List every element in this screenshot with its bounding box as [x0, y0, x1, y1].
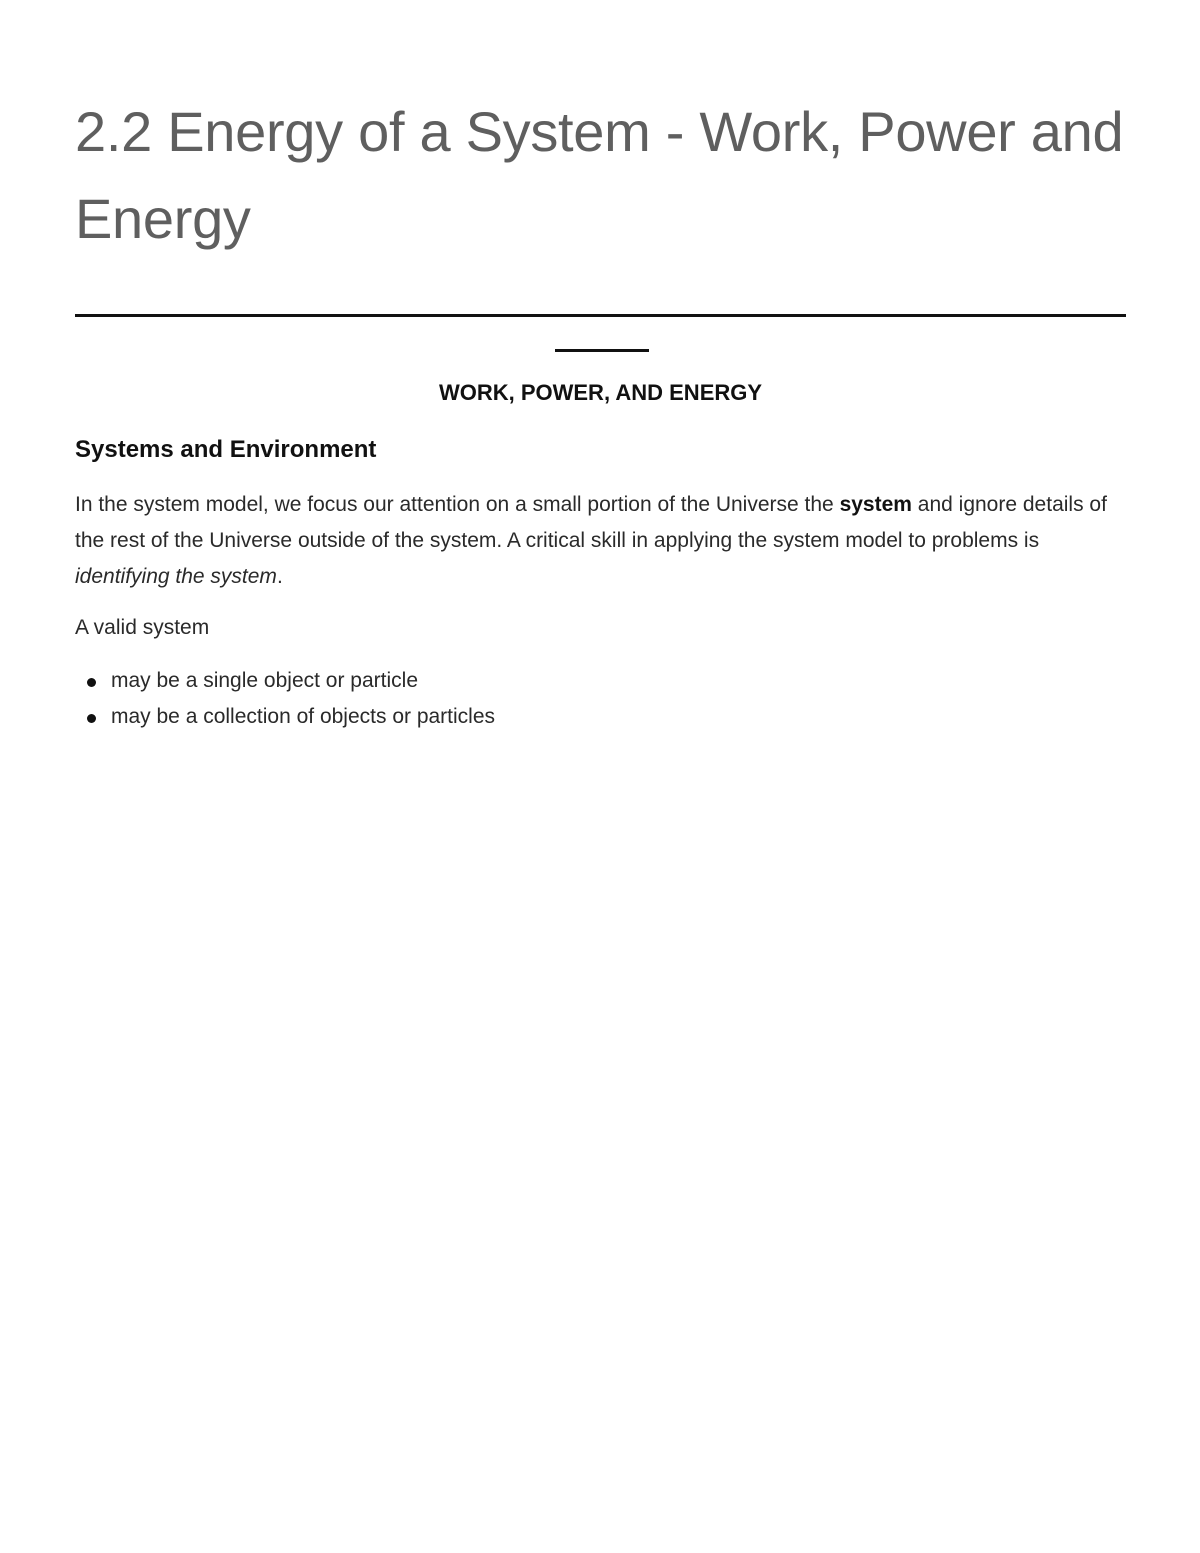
list-item: [75, 699, 495, 735]
intro-italic-term: identifying the system: [75, 565, 277, 588]
horizontal-divider: [75, 314, 1126, 317]
list-item-text: may be a collection of objects or particles: [111, 705, 496, 728]
intro-bold-term: system: [839, 493, 912, 516]
list-item-text: may be a single object or particle: [111, 669, 418, 692]
intro-paragraph: [75, 487, 1126, 595]
section-heading: WORK, POWER, AND ENERGY: [438, 380, 763, 405]
intro-text-1: In the system model, we focus our attention on a small portion of the Universe the: [75, 493, 840, 516]
valid-system-list: [75, 663, 495, 735]
list-item: [75, 663, 495, 699]
bullet-icon: [87, 714, 96, 723]
intro-text-3: .: [276, 565, 283, 588]
valid-system-paragraph: A valid system: [75, 616, 210, 639]
page-title: 2.2 Energy of a System - Work, Power and Energy: [75, 100, 1124, 250]
short-divider: [555, 349, 649, 352]
intro-text-2: and ignore details of the rest of the Universe outside of the system. A critical skill in applying the system model to problems is: [75, 493, 1107, 552]
bullet-icon: [87, 678, 96, 687]
subheading: Systems and Environment: [75, 436, 377, 463]
